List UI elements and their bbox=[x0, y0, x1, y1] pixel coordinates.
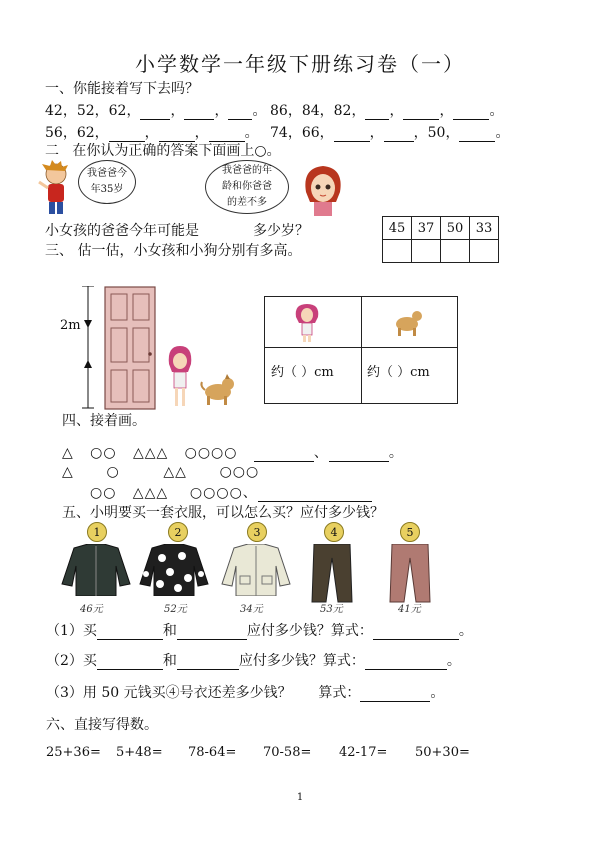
pattern-row-1: △ ○○ △△△ ○○○○ 、 。 bbox=[62, 445, 404, 461]
answer-blank[interactable] bbox=[177, 625, 247, 640]
clothing-item-4[interactable]: 4 53元 bbox=[304, 522, 360, 612]
section-4-heading: 四、接着画。 bbox=[62, 413, 146, 429]
clothing-item-3[interactable]: 3 34元 bbox=[220, 522, 292, 612]
clothing-item-1[interactable]: 1 46元 bbox=[60, 522, 132, 612]
arithmetic-item[interactable]: 25+36= bbox=[46, 745, 101, 760]
boy-illustration bbox=[36, 160, 74, 218]
small-girl-illustration bbox=[166, 344, 194, 410]
section-6-heading: 六、直接写得数。 bbox=[46, 717, 158, 733]
girl-illustration bbox=[300, 162, 346, 216]
answer-blank[interactable] bbox=[97, 655, 163, 670]
arithmetic-row bbox=[46, 745, 477, 760]
white-jacket-icon bbox=[220, 544, 292, 596]
answer-blank[interactable] bbox=[373, 625, 459, 640]
dog-estimate-field[interactable]: 约（ ）cm bbox=[367, 365, 430, 380]
sequence-row-2a: 56，62， ， ， 。 bbox=[45, 125, 259, 141]
estimate-table bbox=[264, 296, 458, 404]
section-2-question: 小女孩的爸爸今年可能是 多少岁？ bbox=[45, 223, 309, 239]
section-5-heading: 五、小明要买一套衣服，可以怎么买？应付多少钱？ bbox=[62, 505, 384, 521]
arithmetic-item[interactable]: 50+30= bbox=[415, 745, 470, 760]
sequence-row-2b: 74，66， ， ，50， 。 bbox=[270, 125, 510, 141]
pattern-row-2: △ ○ △△ ○○○ bbox=[62, 464, 260, 480]
polka-dot-jacket-icon bbox=[138, 544, 210, 596]
clothing-item-2[interactable]: 2 52元 bbox=[138, 522, 210, 612]
arithmetic-item[interactable]: 42-17= bbox=[339, 745, 388, 760]
choice-cell: 37 bbox=[412, 217, 441, 240]
dog-thumbnail bbox=[391, 307, 425, 337]
girl-speech-bubble: 我爸爸的年龄和你爸爸的差不多 bbox=[205, 160, 289, 214]
girl-estimate-field[interactable]: 约（ ）cm bbox=[271, 365, 334, 380]
section-2-heading: 二 在你认为正确的答案下面画上○。 bbox=[45, 143, 281, 159]
pink-pants-icon bbox=[388, 544, 432, 604]
answer-blank[interactable] bbox=[97, 625, 163, 640]
question-5-1: （1）买 和 应付多少钱？算式： 。 bbox=[46, 623, 473, 639]
small-dog-illustration bbox=[198, 374, 236, 406]
clothing-item-5[interactable]: 5 41元 bbox=[382, 522, 438, 612]
dark-pants-icon bbox=[310, 544, 354, 604]
answer-choices-table bbox=[382, 216, 499, 263]
page-title: 小学数学一年级下册练习卷（一） bbox=[135, 52, 465, 76]
arithmetic-item[interactable]: 5+48= bbox=[116, 745, 163, 760]
sequence-row-1a: 42，52，62， ， ， 。 bbox=[45, 103, 267, 119]
question-5-3: （3）用 50 元钱买④号衣还差多少钱？ 算式： 。 bbox=[46, 685, 445, 701]
answer-blank[interactable] bbox=[177, 655, 239, 670]
arithmetic-item[interactable]: 78-64= bbox=[188, 745, 237, 760]
choice-cell: 50 bbox=[441, 217, 470, 240]
choice-cell: 33 bbox=[470, 217, 499, 240]
girl-thumbnail bbox=[293, 303, 321, 343]
question-5-2: （2）买 和 应付多少钱？算式： 。 bbox=[46, 653, 461, 669]
door-height-label: 2m bbox=[60, 318, 81, 333]
answer-blank[interactable] bbox=[365, 655, 447, 670]
jacket-icon bbox=[60, 544, 132, 596]
section-3-heading: 三、 估一估，小女孩和小狗分别有多高。 bbox=[45, 243, 302, 259]
choice-cell: 45 bbox=[383, 217, 412, 240]
mark-cell[interactable] bbox=[441, 240, 470, 263]
answer-blank[interactable] bbox=[360, 687, 430, 702]
height-arrow bbox=[78, 286, 98, 410]
mark-cell[interactable] bbox=[470, 240, 499, 263]
door-illustration bbox=[104, 286, 156, 410]
pattern-row-3: ○○ △△△ ○○○○、 bbox=[90, 482, 372, 502]
boy-speech-bubble: 我爸爸今年35岁 bbox=[78, 160, 136, 204]
mark-cell[interactable] bbox=[383, 240, 412, 263]
section-1-heading: 一、你能接着写下去吗？ bbox=[45, 81, 199, 97]
page-number: 1 bbox=[296, 792, 304, 803]
sequence-row-1b: 86，84，82， ， ， 。 bbox=[270, 103, 504, 119]
mark-cell[interactable] bbox=[412, 240, 441, 263]
arithmetic-item[interactable]: 70-58= bbox=[263, 745, 312, 760]
